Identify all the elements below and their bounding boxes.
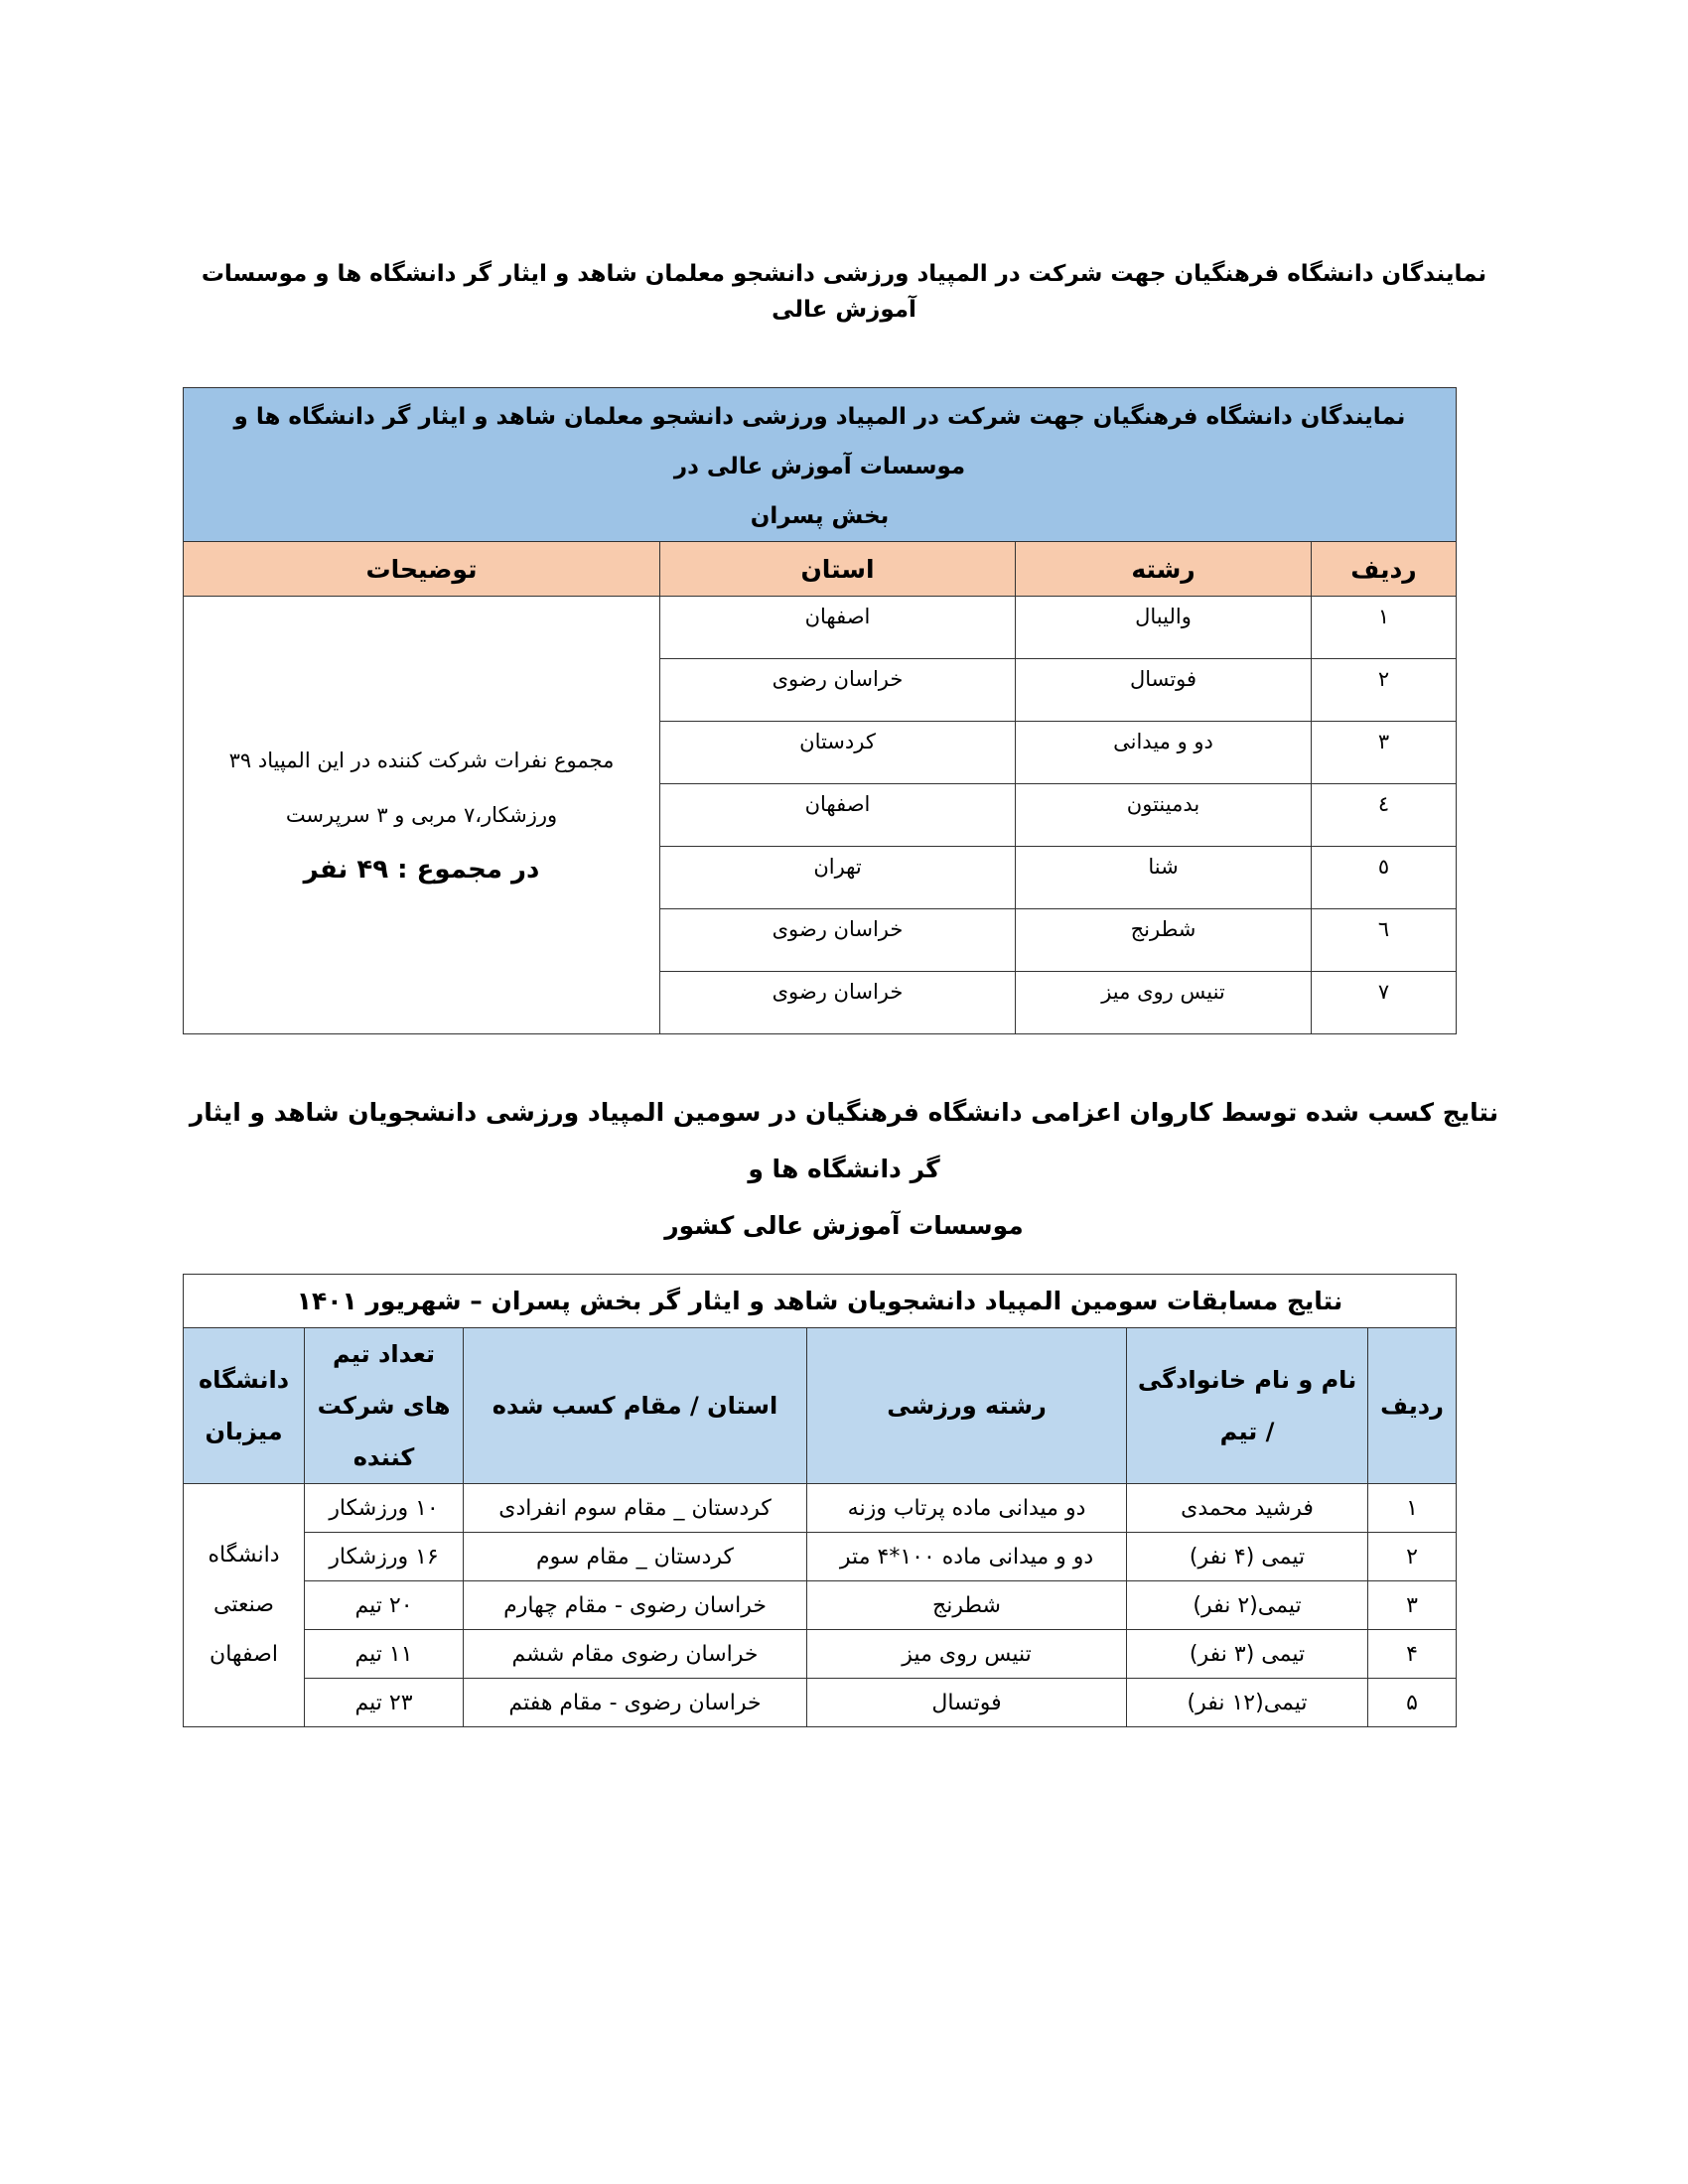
teams-cell: ۱۰ ورزشکار: [305, 1484, 464, 1533]
row-number: ١: [1312, 597, 1457, 659]
header-notes: توضیحات: [184, 542, 660, 597]
row-number: ۵: [1368, 1679, 1457, 1727]
header-teams: [305, 1328, 464, 1484]
province-rank-cell: کردستان _ مقام سوم: [464, 1533, 807, 1581]
header-row-number: ردیف: [1368, 1328, 1457, 1484]
field-cell: شنا: [1016, 847, 1312, 909]
sport-cell: شطرنج: [807, 1581, 1127, 1630]
results-section-title: [189, 1084, 1499, 1254]
sport-cell: دو میدانی ماده پرتاب وزنه: [807, 1484, 1127, 1533]
results-table: [183, 1274, 1457, 1727]
header-name-line2: / تیم: [1219, 1418, 1275, 1445]
notes-line2: ورزشکار،۷ مربی و ۳ سرپرست: [285, 802, 558, 827]
table1-title-line1: نمایندگان دانشگاه فرهنگیان جهت شرکت در المپیاد ورزشی دانشجو معلمان شاهد و ایثار گر دانشگاه ها و موسسات آموزش عالی در: [233, 404, 1406, 479]
row-number: ٣: [1312, 722, 1457, 784]
province-cell: تهران: [660, 847, 1016, 909]
field-cell: والیبال: [1016, 597, 1312, 659]
field-cell: فوتسال: [1016, 659, 1312, 722]
name-cell: تیمی (۴ نفر): [1127, 1533, 1368, 1581]
name-cell: فرشید محمدی: [1127, 1484, 1368, 1533]
host-line1: دانشگاه: [208, 1543, 280, 1568]
field-cell: تنیس روی میز: [1016, 972, 1312, 1034]
header-row-number: ردیف: [1312, 542, 1457, 597]
header-province: استان: [660, 542, 1016, 597]
row-number: ٦: [1312, 909, 1457, 972]
header-host-line2: میزبان: [205, 1418, 283, 1445]
host-university-cell: [184, 1484, 305, 1727]
notes-line1: مجموع نفرات شرکت کننده در این المپیاد ۳۹: [228, 748, 615, 772]
row-number: ۴: [1368, 1630, 1457, 1679]
row-number: ٤: [1312, 784, 1457, 847]
province-rank-cell: خراسان رضوی مقام ششم: [464, 1630, 807, 1679]
host-line2: صنعتی: [213, 1592, 274, 1617]
header-teams-line3: کننده: [352, 1443, 415, 1471]
header-province-rank: استان / مقام کسب شده: [464, 1328, 807, 1484]
province-rank-cell: خراسان رضوی - مقام هفتم: [464, 1679, 807, 1727]
table-row: [184, 1679, 1457, 1727]
teams-cell: ۱۶ ورزشکار: [305, 1533, 464, 1581]
name-cell: تیمی(۱۲ نفر): [1127, 1679, 1368, 1727]
results-section-title-line1: نتایج کسب شده توسط کاروان اعزامی دانشگاه فرهنگیان در سومین المپیاد ورزشی دانشجویان شاهد و ایثار گر دانشگاه ها و: [189, 1098, 1499, 1183]
province-cell: کردستان: [660, 722, 1016, 784]
header-teams-line1: تعداد تیم: [333, 1340, 435, 1368]
table-row: [184, 597, 1457, 659]
teams-cell: ۲۰ تیم: [305, 1581, 464, 1630]
sport-cell: فوتسال: [807, 1679, 1127, 1727]
table-row: [184, 1484, 1457, 1533]
row-number: ٧: [1312, 972, 1457, 1034]
row-number: ۲: [1368, 1533, 1457, 1581]
province-cell: اصفهان: [660, 784, 1016, 847]
row-number: ٢: [1312, 659, 1457, 722]
results-section-title-line2: موسسات آموزش عالی کشور: [664, 1211, 1024, 1240]
table-row: [184, 1533, 1457, 1581]
representatives-table: [183, 387, 1457, 1034]
header-teams-line2: های شرکت: [317, 1392, 451, 1420]
notes-total: در مجموع : ۴۹ نفر: [303, 854, 540, 885]
sport-cell: تنیس روی میز: [807, 1630, 1127, 1679]
name-cell: تیمی(۲ نفر): [1127, 1581, 1368, 1630]
header-name: [1127, 1328, 1368, 1484]
header-host-line1: دانشگاه: [198, 1366, 290, 1394]
province-rank-cell: کردستان _ مقام سوم انفرادی: [464, 1484, 807, 1533]
table-row: [184, 1630, 1457, 1679]
field-cell: بدمینتون: [1016, 784, 1312, 847]
header-field: رشته: [1016, 542, 1312, 597]
province-cell: خراسان رضوی: [660, 909, 1016, 972]
header-host: [184, 1328, 305, 1484]
row-number: ٥: [1312, 847, 1457, 909]
name-cell: تیمی (۳ نفر): [1127, 1630, 1368, 1679]
document-title: نمایندگان دانشگاه فرهنگیان جهت شرکت در المپیاد ورزشی دانشجو معلمان شاهد و ایثار گر دانشگاه ها و موسسات آموزش عالی: [201, 261, 1487, 323]
notes-cell: [184, 597, 660, 1034]
table1-title-line2: بخش پسران: [750, 503, 890, 529]
teams-cell: ۲۳ تیم: [305, 1679, 464, 1727]
teams-cell: ۱۱ تیم: [305, 1630, 464, 1679]
header-sport: رشته ورزشی: [807, 1328, 1127, 1484]
table2-title: نتایج مسابقات سومین المپیاد دانشجویان شاهد و ایثار گر بخش پسران – شهریور ۱۴۰۱: [184, 1275, 1457, 1328]
sport-cell: دو و میدانی ماده ۱۰۰*۴ متر: [807, 1533, 1127, 1581]
field-cell: دو و میدانی: [1016, 722, 1312, 784]
header-name-line1: نام و نام خانوادگی: [1137, 1366, 1357, 1394]
province-cell: خراسان رضوی: [660, 659, 1016, 722]
row-number: ۱: [1368, 1484, 1457, 1533]
table1-title: [184, 388, 1457, 542]
province-cell: اصفهان: [660, 597, 1016, 659]
province-rank-cell: خراسان رضوی - مقام چهارم: [464, 1581, 807, 1630]
table-row: [184, 1581, 1457, 1630]
province-cell: خراسان رضوی: [660, 972, 1016, 1034]
field-cell: شطرنج: [1016, 909, 1312, 972]
host-line3: اصفهان: [210, 1642, 278, 1667]
row-number: ۳: [1368, 1581, 1457, 1630]
